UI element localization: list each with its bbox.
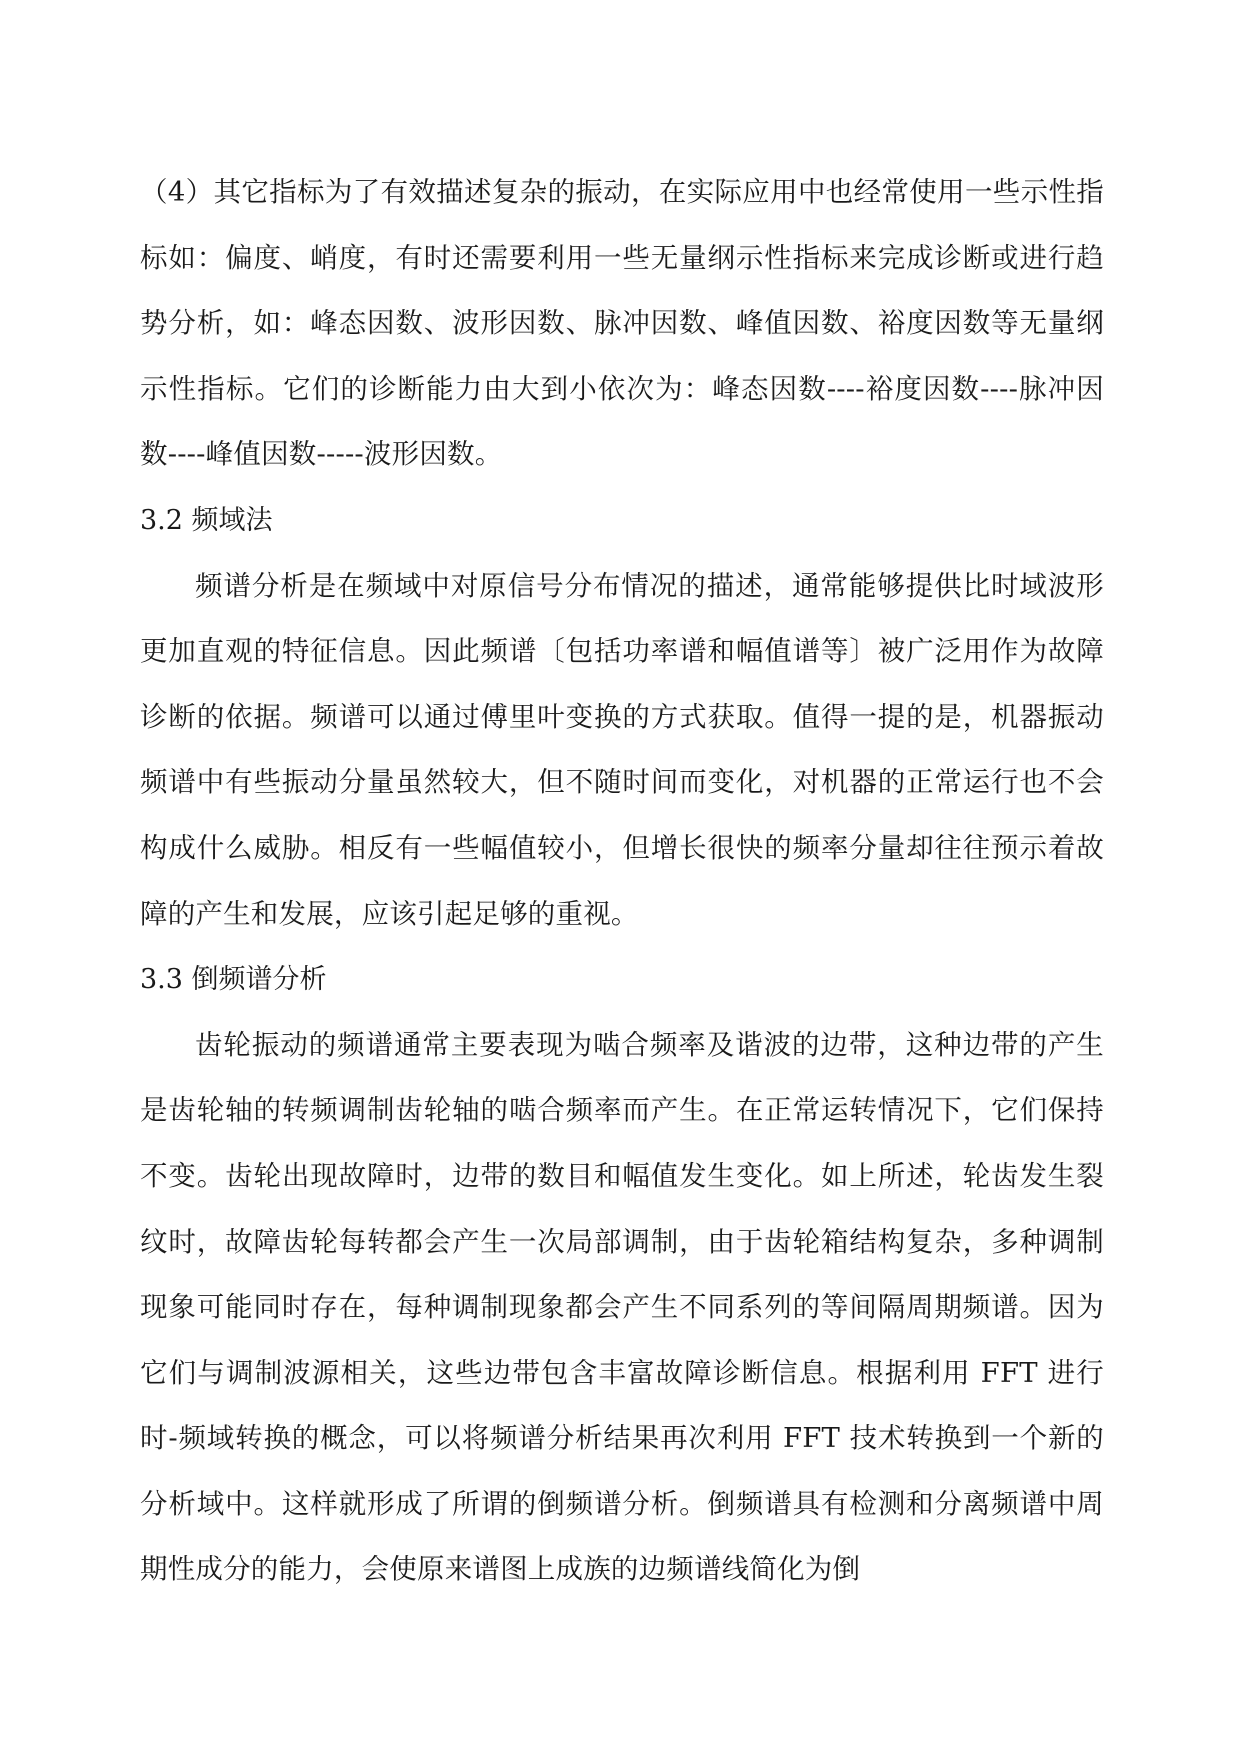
paragraph-spectrum-analysis: 频谱分析是在频域中对原信号分布情况的描述，通常能够提供比时域波形更加直观的特征信息。因此频谱〔包括功率谱和幅值谱等〕被广泛用作为故障诊断的依据。频谱可以通过傅里叶变换的方式获取。值得一提的是，机器振动频谱中有些振动分量虽然较大，但不随时间而变化，对机器的正常运行也不会构成什么威胁。相反有一些幅值较小，但增长很快的频率分量却往往预示着故障的产生和发展，应该引起足够的重视。 [140,569,1104,930]
paragraph-gear-vibration: 齿轮振动的频谱通常主要表现为啮合频率及谐波的边带，这种边带的产生是齿轮轴的转频调制齿轮轴的啮合频率而产生。在正常运转情况下，它们保持不变。齿轮出现故障时，边带的数目和幅值发生变化。如上所述，轮齿发生裂纹时，故障齿轮每转都会产生一次局部调制，由于齿轮箱结构复杂，多种调制现象可能同时存在，每种调制现象都会产生不同系列的等间隔周期频谱。因为它们与调制波源相关，这些边带包含丰富故障诊断信息。根据利用 FFT 进行时-频域转换的概念，可以将频谱分析结果再次利用 FFT 技术转换到一个新的分析域中。这样就形成了所谓的倒频谱分析。倒频谱具有检测和分离频谱中周期性成分的能力，会使原来谱图上成族的边频谱线简化为倒 [140,1028,1104,1586]
paragraph-other-indicators: （4）其它指标为了有效描述复杂的振动，在实际应用中也经常使用一些示性指标如：偏度、峭度，有时还需要利用一些无量纲示性指标来完成诊断或进行趋势分析，如：峰态因数、波形因数、脉冲因数、峰值因数、裕度因数等无量纲示性指标。它们的诊断能力由大到小依次为：峰态因数----裕度因数----脉冲因数----峰值因数-----波形因数。 [140,176,1104,471]
section-heading-cepstrum: 3.3 倒频谱分析 [140,964,327,996]
section-heading-frequency-domain: 3.2 频域法 [140,504,273,536]
document-page [140,160,1104,1603]
